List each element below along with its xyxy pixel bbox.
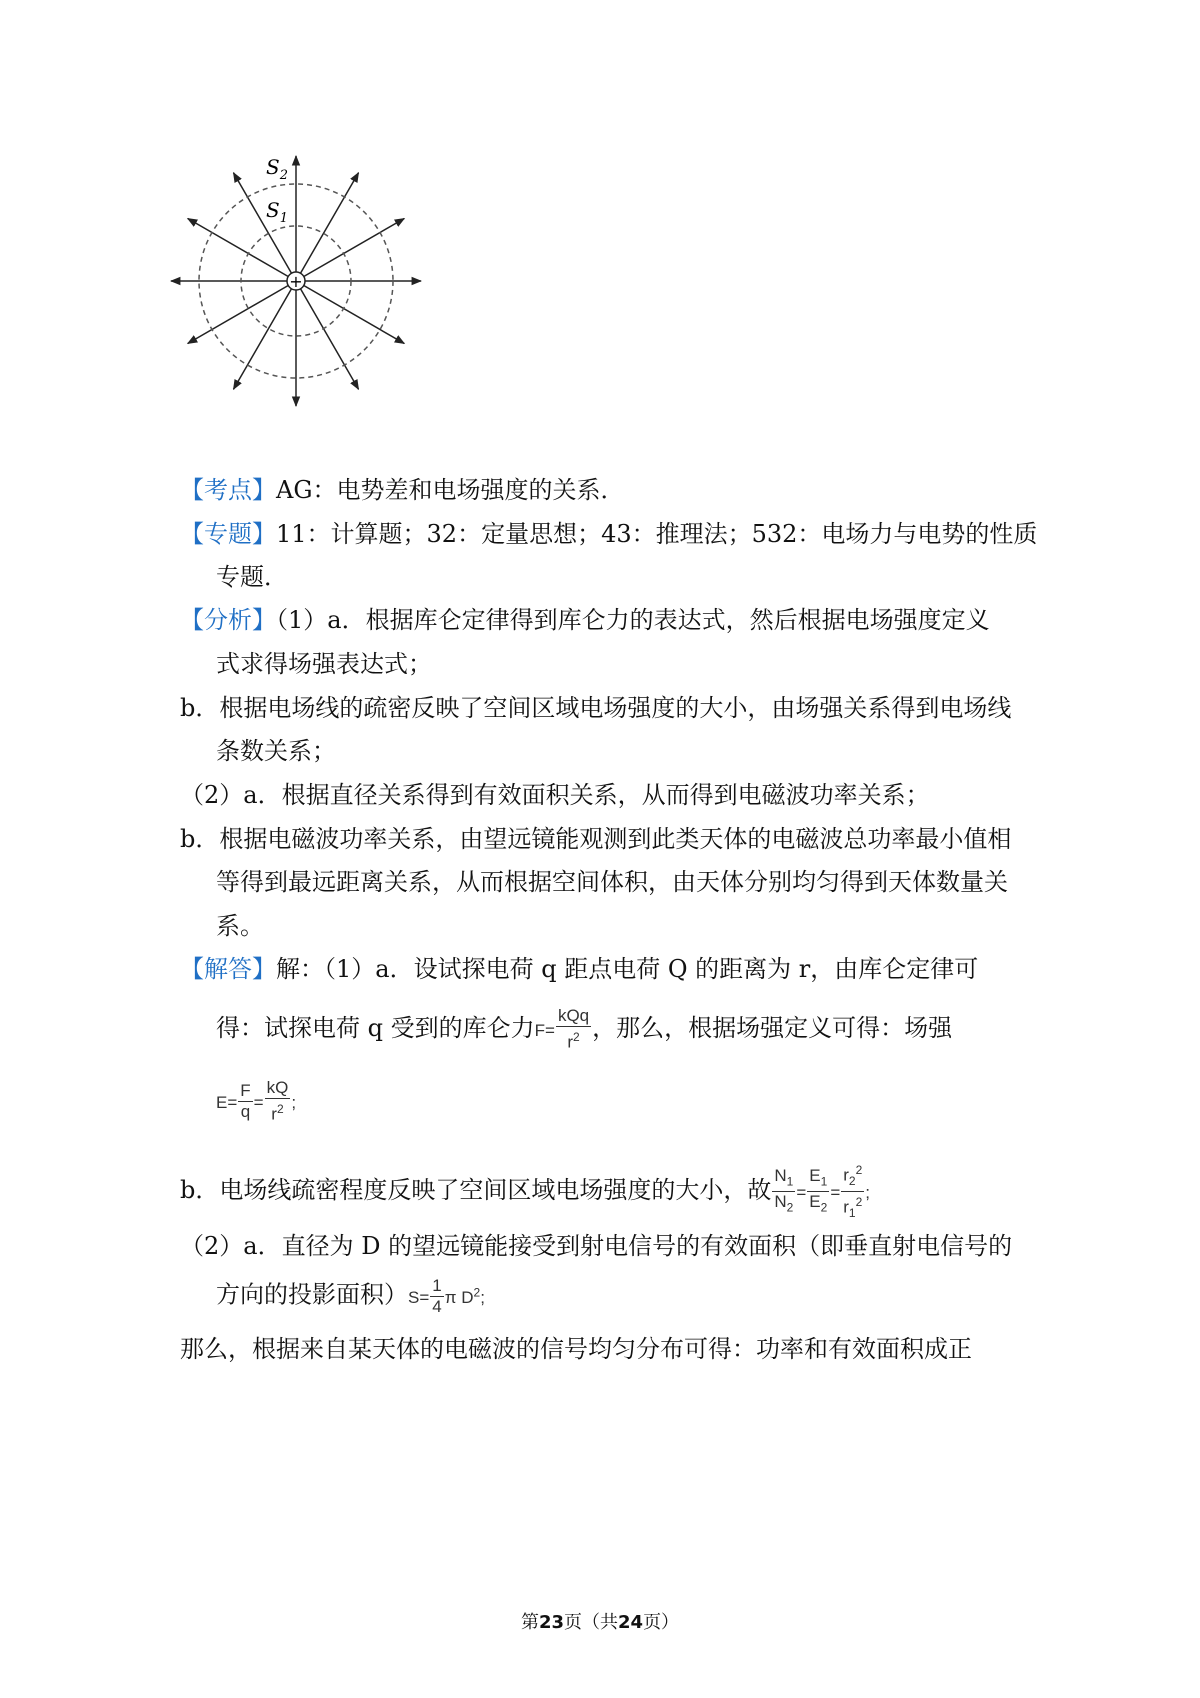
jieda-line-7: 那么，根据来自某天体的电磁波的信号均匀分布可得：功率和有效面积成正 (180, 1335, 972, 1363)
jieda-text-2a: 得：试探电荷 q 受到的库仑力 (216, 1013, 535, 1042)
charge-symbol: + (289, 272, 303, 291)
jieda-text-1: 解：（1）a．设试探电荷 q 距点电荷 Q 的距离为 r，由库仑定律可 (276, 955, 979, 983)
fenxi-line-6: b．根据电磁波功率关系，由望远镜能观测到此类天体的电磁波总功率最小值相 (180, 825, 1012, 853)
jieda-text-4: b．电场线疏密程度反映了空间区域电场强度的大小，故 (180, 1176, 772, 1205)
jieda-text-2b: ，那么，根据场强定义可得：场强 (592, 1013, 953, 1042)
coulomb-force-formula: F= $\frac{\text{kQq}}{r^2}$ (534, 1006, 590, 1052)
field-line (304, 219, 404, 277)
page-number: 23 (538, 1612, 564, 1633)
fenxi-line-4: 条数关系； (216, 737, 336, 765)
zhuanti-line-1 (180, 518, 1037, 550)
field-line (301, 289, 359, 389)
zhuanti-tag: 【专题】 (180, 520, 276, 548)
field-line (188, 286, 288, 344)
fenxi-line-1 (180, 604, 990, 636)
area-formula: S= $\frac{1}{4}$ π $D^2$; (408, 1275, 485, 1316)
zhuanti-text-1: 11：计算题；32：定量思想；43：推理法；532：电场力与电势的性质 (276, 520, 1038, 548)
kaodian-line (180, 474, 625, 506)
label-s2: $S_2$ (266, 155, 288, 183)
fenxi-text-1: （1）a．根据库仑定律得到库仑力的表达式，然后根据电场强度定义 (276, 606, 990, 634)
jieda-text-6: 方向的投影面积） (216, 1280, 408, 1309)
fenxi-line-7: 等得到最远距离关系，从而根据空间体积，由天体分别均匀得到天体数量关 (216, 868, 1008, 896)
fenxi-line-8: 系。 (216, 912, 264, 940)
zhuanti-line-2: 专题． (216, 563, 288, 591)
field-line (234, 289, 292, 389)
field-line (301, 173, 359, 273)
jieda-tag: 【解答】 (180, 955, 276, 983)
kaodian-tag: 【考点】 (180, 476, 276, 504)
jieda-line-3 (216, 1080, 296, 1127)
label-s1: $S_1$ (266, 198, 288, 226)
jieda-line-5: （2）a．直径为 D 的望远镜能接受到射电信号的有效面积（即垂直射电信号的 (180, 1232, 1013, 1260)
jieda-line-2 (216, 1008, 952, 1055)
field-strength-formula: E= $\frac{F}{q}$ = $\frac{kQ}{r^2}$ ; (216, 1078, 297, 1124)
jieda-line-4 (180, 1162, 870, 1225)
field-line (188, 219, 288, 277)
kaodian-text: AG：电势差和电场强度的关系． (276, 476, 625, 504)
jieda-line-1 (180, 953, 978, 985)
fenxi-tag: 【分析】 (180, 606, 276, 634)
electric-field-figure (170, 150, 430, 420)
fenxi-line-3: b．根据电场线的疏密反映了空间区域电场强度的大小，由场强关系得到电场线 (180, 694, 1012, 722)
line-ratio-formula: $\frac{N_1}{N_2}$ = $\frac{E_1}{E_2}$ = $\frac{r_2^2}{r_1^2}$ ; (771, 1183, 870, 1202)
page-footer: 第23页（共24页） (520, 1612, 680, 1633)
field-line (304, 286, 404, 344)
fenxi-line-2: 式求得场强表达式； (216, 650, 432, 678)
page-total: 24 (618, 1612, 644, 1633)
jieda-line-6 (216, 1276, 485, 1319)
fenxi-line-5: （2）a．根据直径关系得到有效面积关系，从而得到电磁波功率关系； (180, 781, 930, 809)
